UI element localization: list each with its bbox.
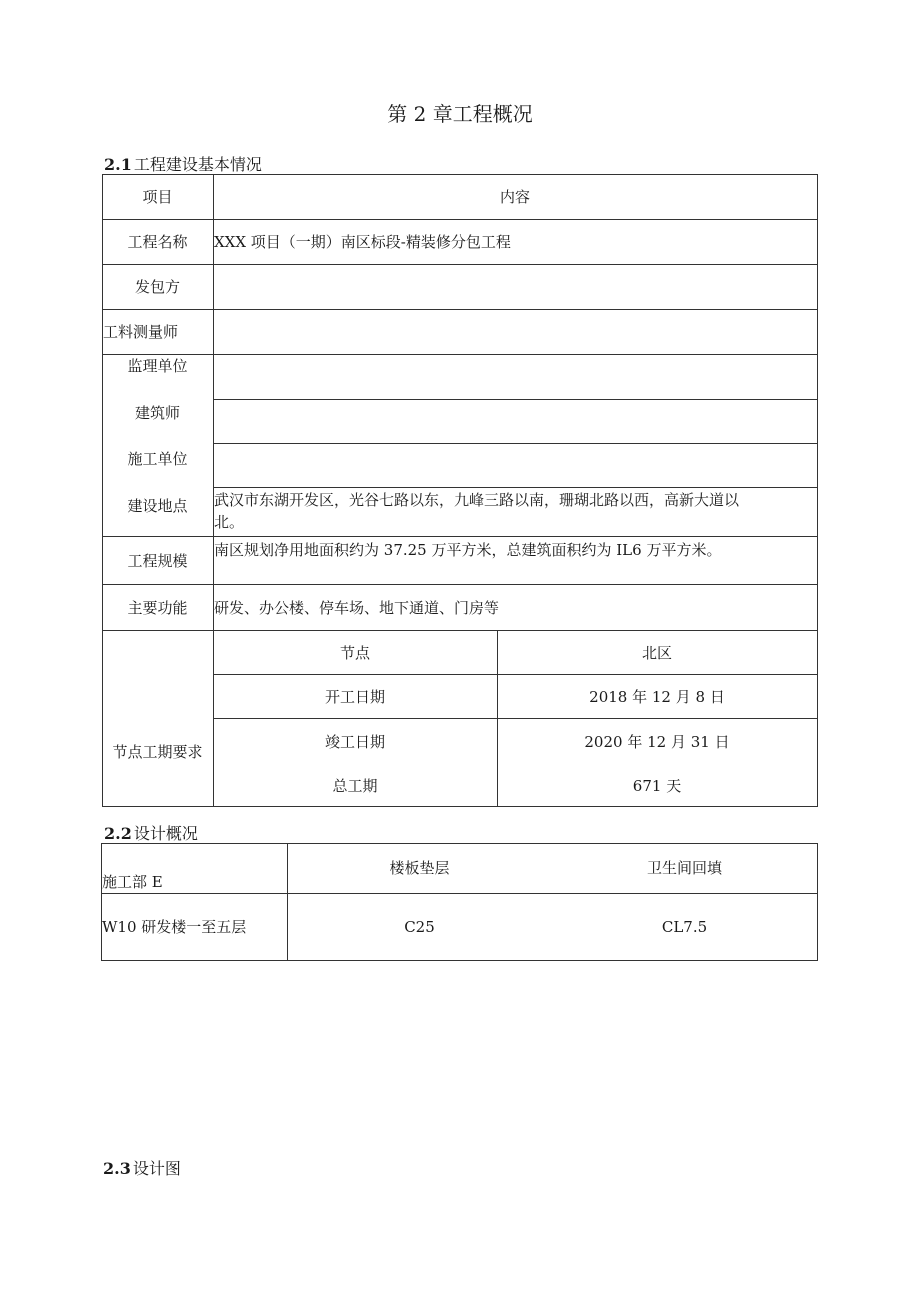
schedule-value: 2020 年 12 月 31 日 xyxy=(584,733,730,751)
row-label: 施工单位 xyxy=(127,450,188,468)
header-item: 项目 xyxy=(142,188,173,206)
row-label: 工料测量师 xyxy=(103,323,179,341)
section-number: 2.3 xyxy=(103,1159,131,1178)
section-title: 设计概况 xyxy=(133,824,198,843)
section-number: 2.1 xyxy=(104,155,132,174)
section-title: 设计图 xyxy=(132,1159,181,1178)
row-value-line1: 武汉市东湖开发区，光谷七路以东，九峰三路以南，珊瑚北路以西，高新大道以 xyxy=(214,491,740,509)
section-number: 2.2 xyxy=(104,824,132,843)
row-value: XXX 项目（一期）南区标段-精装修分包工程 xyxy=(214,233,511,251)
schedule-node: 竣工日期 xyxy=(324,733,385,751)
section-title: 工程建设基本情况 xyxy=(133,155,262,174)
schedule-node: 开工日期 xyxy=(324,688,385,706)
schedule-value: 2018 年 12 月 8 日 xyxy=(589,688,725,706)
row-section: W10 研发楼一至五层 xyxy=(102,918,247,936)
row-label: 工程规模 xyxy=(127,552,188,570)
schedule-head-node: 节点 xyxy=(339,644,370,662)
head-toilet-backfill: 卫生间回填 xyxy=(646,859,722,877)
chapter-title: 第 2 章工程概况 xyxy=(387,102,533,126)
row-floor-cushion: C25 xyxy=(404,918,435,936)
row-toilet-backfill: CL7.5 xyxy=(661,918,708,936)
row-label: 建设地点 xyxy=(127,497,188,515)
schedule-value: 671 天 xyxy=(632,777,682,795)
header-content: 内容 xyxy=(499,188,530,206)
row-label: 发包方 xyxy=(134,278,180,296)
schedule-node: 总工期 xyxy=(332,777,378,795)
head-section: 施工部 E xyxy=(102,873,163,891)
section-heading-2-2 xyxy=(104,821,198,844)
section-heading-2-3 xyxy=(103,1156,181,1179)
row-label: 工程名称 xyxy=(127,233,188,251)
row-value-line2: 北。 xyxy=(214,513,245,531)
row-value: 研发、办公楼、停车场、地下通道、门房等 xyxy=(214,599,500,617)
row-label: 主要功能 xyxy=(127,599,188,617)
schedule-head-north: 北区 xyxy=(641,644,672,662)
row-label: 建筑师 xyxy=(134,404,180,422)
schedule-label: 节点工期要求 xyxy=(112,743,203,761)
row-value: 南区规划净用地面积约为 37.25 万平方米，总建筑面积约为 IL6 万平方米。 xyxy=(214,541,722,559)
section-heading-2-1 xyxy=(104,152,262,175)
head-floor-cushion: 楼板垫层 xyxy=(389,859,450,877)
row-label: 监理单位 xyxy=(127,357,188,375)
